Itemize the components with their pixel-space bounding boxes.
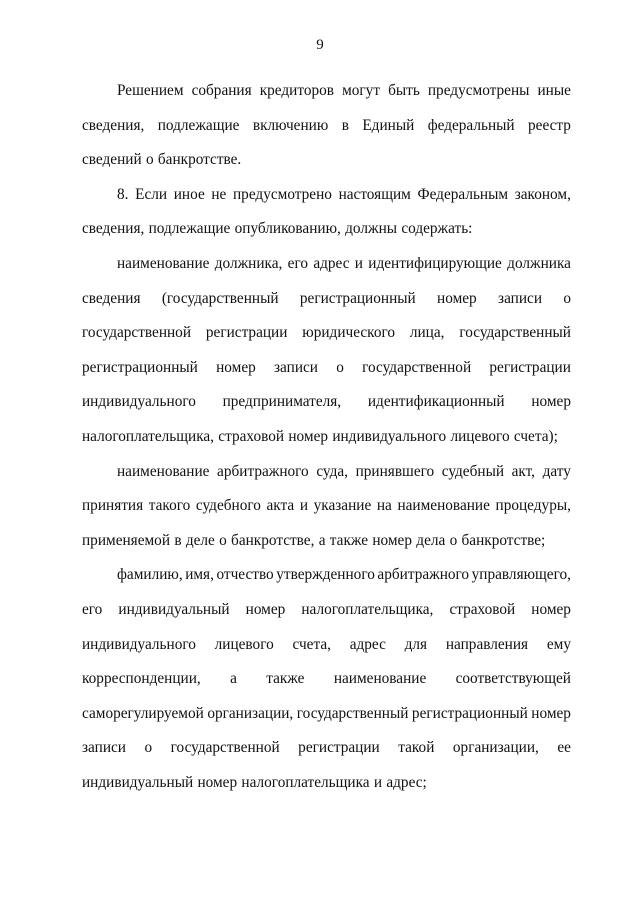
word: иные xyxy=(537,82,571,99)
word: налогоплательщика, xyxy=(301,600,434,618)
word: идентифицирующие xyxy=(368,254,502,272)
text-line xyxy=(82,455,571,490)
word: регистрации xyxy=(205,324,288,342)
word: государственной xyxy=(362,358,472,376)
text-line xyxy=(82,766,571,801)
page-number: 9 xyxy=(316,37,324,53)
word: номер xyxy=(531,704,571,722)
word: Решением xyxy=(117,82,184,99)
paragraph-4 xyxy=(82,455,571,559)
word: страховой xyxy=(218,427,285,445)
text-line xyxy=(82,558,571,593)
word: предпринимателя, xyxy=(222,393,342,411)
text-line xyxy=(82,697,571,732)
word: дела xyxy=(416,531,446,549)
word: предусмотрены xyxy=(427,82,530,99)
word: счета, xyxy=(292,635,331,653)
word: его xyxy=(287,254,309,272)
word: о xyxy=(563,289,571,307)
word: номер xyxy=(437,289,477,307)
text-line xyxy=(82,593,571,628)
word: адрес xyxy=(349,635,386,653)
word: регистрационный xyxy=(411,704,528,722)
word: акт, xyxy=(511,462,536,480)
word: записи xyxy=(82,739,126,757)
word: сведения, xyxy=(82,116,145,134)
word: подлежащие xyxy=(157,116,240,134)
word: судебный xyxy=(441,462,505,480)
word: регистрационный xyxy=(82,358,198,376)
word: направления xyxy=(445,635,529,653)
text-line xyxy=(82,731,571,766)
word: индивидуальный xyxy=(82,773,194,791)
word: деле xyxy=(185,531,215,549)
word: арбитражного xyxy=(217,462,309,480)
text-line xyxy=(82,524,571,559)
word: 8. xyxy=(117,185,129,203)
text-line xyxy=(82,212,571,247)
word: суда, xyxy=(316,462,348,480)
word: лицевого xyxy=(214,635,274,653)
word: имя, xyxy=(185,566,214,584)
word: принятия xyxy=(82,497,144,515)
word: номер xyxy=(288,427,329,445)
word: налогоплательщика xyxy=(241,773,370,791)
word: должника xyxy=(507,254,571,272)
word: также xyxy=(266,670,305,688)
word: юридического xyxy=(302,324,396,342)
word: утвержденного xyxy=(276,566,375,584)
word: и xyxy=(299,497,308,515)
word: государственной xyxy=(82,324,192,342)
text-line xyxy=(82,351,571,386)
word: сведения xyxy=(82,289,141,307)
text-line xyxy=(82,247,571,282)
text-line xyxy=(82,178,571,213)
word: могут xyxy=(342,82,381,99)
word: о xyxy=(449,531,458,549)
paragraph-3 xyxy=(82,247,571,455)
word: организации, xyxy=(452,739,539,757)
word: опубликованию, xyxy=(234,220,341,238)
word: управляющего, xyxy=(471,566,571,584)
word: номер xyxy=(245,600,286,618)
word: предусмотрено xyxy=(233,185,332,203)
word: налогоплательщика, xyxy=(82,427,215,445)
word: арбитражного xyxy=(377,566,470,584)
word: подлежащие xyxy=(148,220,231,238)
paragraph-1 xyxy=(82,74,571,178)
word: законом, xyxy=(514,185,571,203)
word: номер xyxy=(531,600,571,618)
word: номер xyxy=(216,358,256,376)
word: в xyxy=(174,531,182,549)
word: записи xyxy=(274,358,318,376)
word: индивидуального xyxy=(82,393,196,411)
word: банкротстве, xyxy=(231,531,315,549)
document-body xyxy=(82,74,571,800)
word: настоящим xyxy=(338,185,411,203)
word: содержать: xyxy=(401,220,473,238)
word: банкротстве; xyxy=(461,531,546,549)
word: Если xyxy=(135,185,168,203)
word: а xyxy=(318,531,326,549)
word: государственной xyxy=(170,739,280,757)
word: кредиторов xyxy=(259,82,335,99)
word: (государственный xyxy=(161,289,279,307)
word: ее xyxy=(557,739,571,757)
text-line xyxy=(82,628,571,663)
paragraph-2 xyxy=(82,178,571,247)
word: о xyxy=(336,358,344,376)
text-line xyxy=(82,109,571,144)
word: организации, xyxy=(207,704,294,722)
word: сведения, xyxy=(82,220,145,238)
text-line xyxy=(82,282,571,317)
word: регистрационный xyxy=(299,289,416,307)
word: дату xyxy=(542,462,571,480)
word: регистрации xyxy=(489,358,571,376)
word: записи xyxy=(498,289,543,307)
word: включению xyxy=(252,116,329,134)
word: применяемой xyxy=(82,531,171,549)
word: фамилию, xyxy=(117,566,183,584)
word: быть xyxy=(388,82,420,99)
word: государственный xyxy=(459,324,571,342)
word: собрания xyxy=(191,82,252,99)
word: указание xyxy=(313,497,372,515)
word: а xyxy=(230,670,237,688)
word: его xyxy=(82,600,103,618)
word: федеральный xyxy=(427,116,515,134)
text-line xyxy=(82,385,571,420)
word: отчество xyxy=(216,566,274,584)
word: наименование xyxy=(397,497,490,515)
word: для xyxy=(404,635,428,653)
word: и xyxy=(373,773,383,791)
word: процедуры, xyxy=(495,497,571,515)
text-line xyxy=(82,420,571,455)
word: наименование xyxy=(117,462,210,480)
word: о xyxy=(144,739,153,757)
text-line xyxy=(82,489,571,524)
word: адрес xyxy=(313,254,350,272)
word: реестр xyxy=(528,116,571,134)
word: идентификационный xyxy=(367,393,505,411)
word: и xyxy=(354,254,363,272)
word: индивидуального xyxy=(82,635,196,653)
word: наименование xyxy=(117,254,210,272)
word: Единый xyxy=(362,116,415,134)
word: такого xyxy=(148,497,191,515)
word: также xyxy=(329,531,369,549)
text-line xyxy=(82,143,571,178)
text-line xyxy=(82,74,571,109)
word: о xyxy=(145,151,154,169)
word: должника, xyxy=(214,254,283,272)
word: иное xyxy=(173,185,205,203)
word: корреспонденции, xyxy=(82,670,201,688)
word: саморегулируемой xyxy=(82,704,204,722)
word: лица, xyxy=(409,324,445,342)
word: страховой xyxy=(449,600,516,618)
word: регистрации xyxy=(298,739,380,757)
word: счета); xyxy=(513,427,558,445)
word: соответствующей xyxy=(455,670,571,688)
word: сведений xyxy=(82,151,142,169)
word: такой xyxy=(398,739,435,757)
word: государственный xyxy=(296,704,409,722)
word: акта xyxy=(266,497,295,515)
word: банкротстве. xyxy=(157,151,242,169)
text-line xyxy=(82,316,571,351)
word: лицевого xyxy=(450,427,510,445)
word: ему xyxy=(546,635,571,653)
word: адрес; xyxy=(386,773,427,791)
word: не xyxy=(211,185,227,203)
word: номер xyxy=(197,773,238,791)
word: на xyxy=(376,497,392,515)
word: должны xyxy=(345,220,398,238)
word: судебного xyxy=(195,497,261,515)
word: номер xyxy=(372,531,412,549)
word: принявшего xyxy=(355,462,435,480)
word: индивидуального xyxy=(332,427,447,445)
word: номер xyxy=(531,393,571,411)
word: Федеральным xyxy=(417,185,509,203)
paragraph-5 xyxy=(82,558,571,800)
word: наименование xyxy=(333,670,427,688)
word: в xyxy=(341,116,349,134)
text-line xyxy=(82,662,571,697)
word: индивидуальный xyxy=(118,600,230,618)
word: о xyxy=(219,531,227,549)
